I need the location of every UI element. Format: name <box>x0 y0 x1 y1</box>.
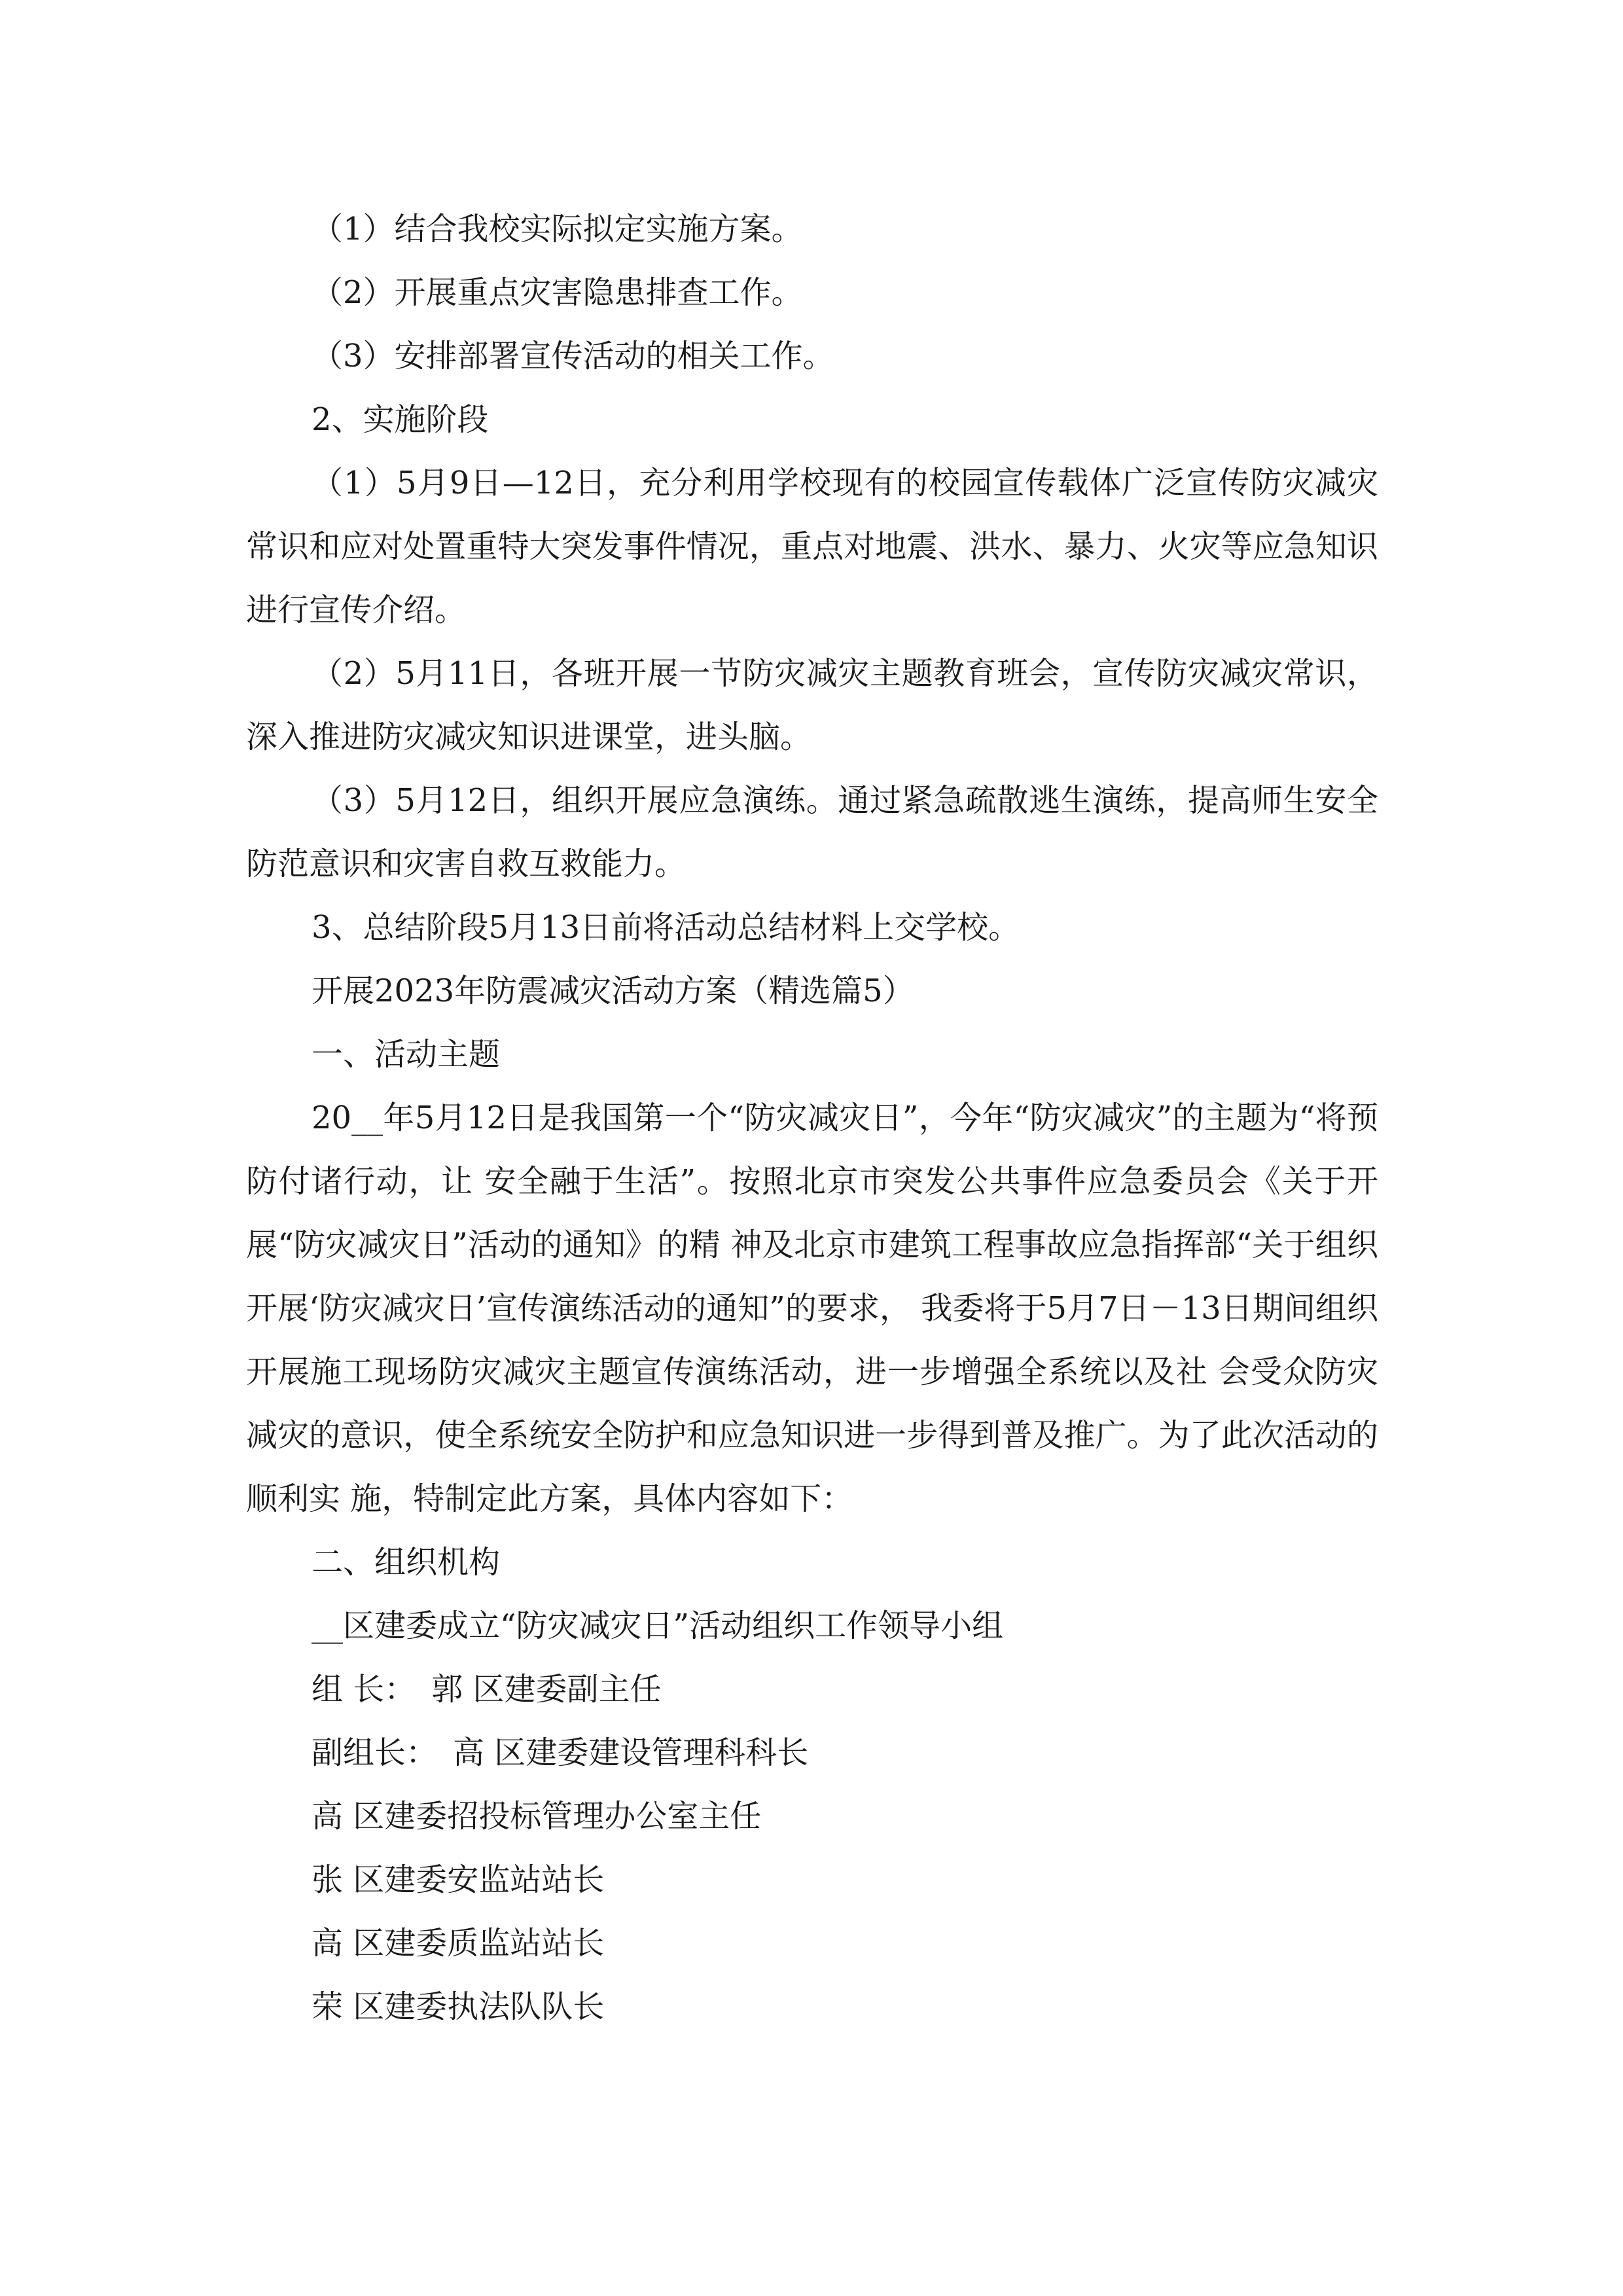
paragraph: 20__年5月12日是我国第一个“防灾减灾日”，今年“防灾减灾”的主题为“将预防付诸行动，让 安全融于生活”。按照北京市突发公共事件应急委员会《关于开展“防灾减灾日”活动的通知》的精 神及北京市建筑工程事故应急指挥部“关于组织开展‘防灾减灾日’宣传演练活动的通知”的要求， 我委将于5月7日－13日期间组织开展施工现场防灾减灾主题宣传演练活动，进一步增强全系统以及社 会受众防灾减灾的意识，使全系统安全防护和应急知识进一步得到普及推广。为了此次活动的顺利实 施，特制定此方案，具体内容如下： <box>246 1100 1378 1517</box>
paragraph: （1）结合我校实际拟定实施方案。 <box>312 211 803 247</box>
member-line: 张 区建委安监站站长 <box>312 1861 605 1898</box>
section-heading: 2、实施阶段 <box>312 401 489 438</box>
member-line: 高 区建委招投标管理办公室主任 <box>312 1798 762 1835</box>
document-body <box>246 198 1378 2039</box>
paragraph: （2）开展重点灾害隐患排查工作。 <box>312 274 803 311</box>
member-line: 荣 区建委执法队队长 <box>312 1988 605 2025</box>
paragraph: （2）5月11日，各班开展一节防灾减灾主题教育班会，宣传防灾减灾常识，深入推进防灾减灾知识进课堂，进头脑。 <box>246 655 1378 755</box>
paragraph: （1）5月9日—12日，充分利用学校现有的校园宣传载体广泛宣传防灾减灾常识和应对处置重特大突发事件情况，重点对地震、洪水、暴力、火灾等应急知识进行宣传介绍。 <box>246 465 1378 628</box>
paragraph: （3）安排部署宣传活动的相关工作。 <box>312 338 834 374</box>
section-heading: 3、总结阶段5月13日前将活动总结材料上交学校。 <box>312 909 1020 946</box>
section-heading: 一、活动主题 <box>312 1036 501 1073</box>
member-line: 高 区建委质监站站长 <box>312 1925 605 1962</box>
member-line: 副组长： 高 区建委建设管理科科长 <box>312 1734 809 1771</box>
section-heading: 二、组织机构 <box>312 1544 501 1581</box>
paragraph: __区建委成立“防灾减灾日”活动组织工作领导小组 <box>312 1607 1004 1644</box>
paragraph: （3）5月12日，组织开展应急演练。通过紧急疏散逃生演练，提高师生安全防范意识和灾害自救互救能力。 <box>246 782 1378 882</box>
member-line: 组 长： 郭 区建委副主任 <box>312 1671 662 1708</box>
document-subtitle: 开展2023年防震减灾活动方案（精选篇5） <box>312 973 914 1009</box>
